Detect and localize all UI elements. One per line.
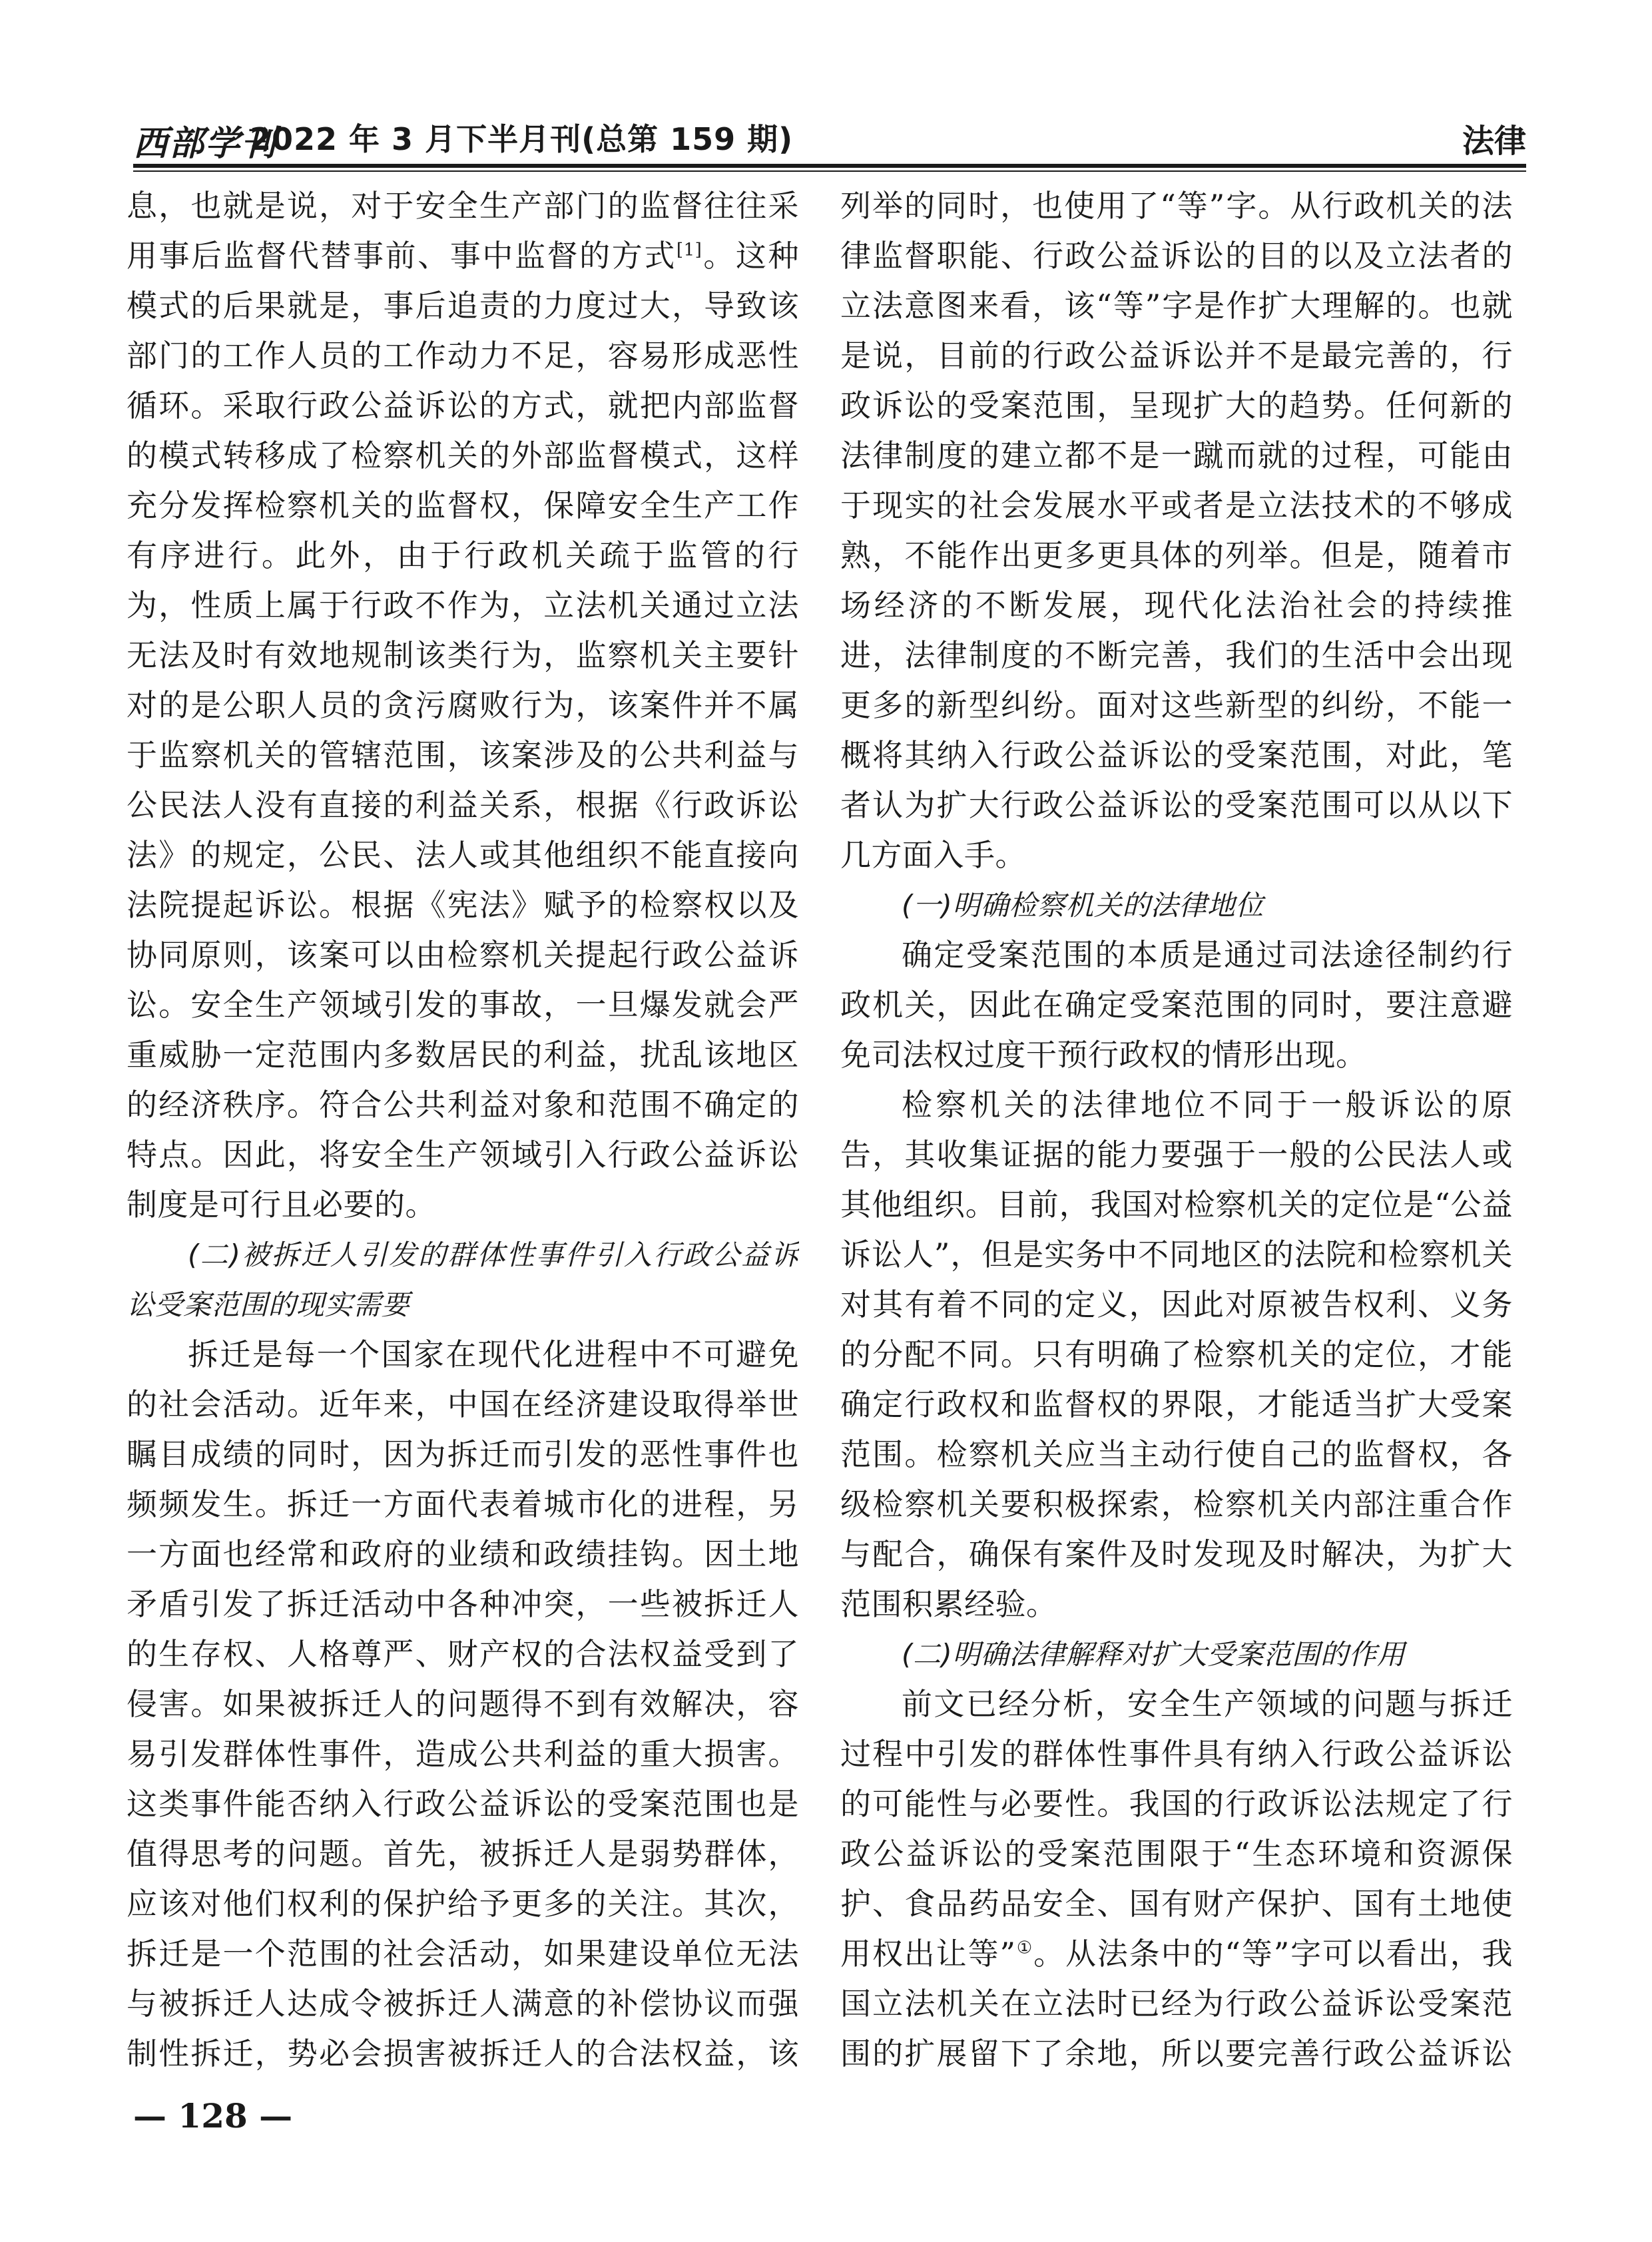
paragraph-text: 息，也就是说，对于安全生产部门的监督往往采用事后监督代替事前、事中监督的方式 — [127, 188, 799, 274]
subheading: (一)明确检察机关的法律地位 — [902, 889, 1264, 922]
section-label: 法律 — [1462, 123, 1526, 160]
paragraph: 列举的同时，也使用了“等”字。从行政机关的法律监督职能、行政公益诉讼的目的以及立法者的立法意图来看，该“等”字是作扩大理解的。也就是说，目前的行政公益诉讼并不是最完善的，行政诉讼的受案范围，呈现扩大的趋势。任何新的法律制度的建立都不是一蹴而就的过程，可能由于现实的社会发展水平或者是立法技术的不够成熟，不能作出更多更具体的列举。但是，随着市场经济的不断发展，现代化法治社会的持续推进，法律制度的不断完善，我们的生活中会出现更多的新型纠纷。面对这些新型的纠纷，不能一概将其纳入行政公益诉讼的受案范围，对此，笔者认为扩大行政公益诉讼的受案范围可以从以下几方面入手。 — [840, 188, 1513, 873]
paragraph: 拆迁是每一个国家在现代化进程中不可避免的社会活动。近年来，中国在经济建设取得举世瞩目成绩的同时，因为拆迁而引发的恶性事件也频频发生。拆迁一方面代表着城市化的进程，另一方面也经常和政府的业绩和政绩挂钩。因土地矛盾引发了拆迁活动中各种冲突，一些被拆迁人的生存权、人格尊严、财产权的合法权益受到了侵害。如果被拆迁人的问题得不到有效解决，容易引发群体性事件，造成公共利益的重大损害。这类事件能否纳入行政公益诉讼的受案范围也是值得思考的问题。首先，被拆迁人是弱势群体，应该对他们权利的保护给予更多的关注。其次，拆迁是一个范围的社会活动，如果建设单位无法与被拆迁人达成令被拆迁人满意的补偿协议而强制性拆迁，势必会损害被拆迁人的合法权益，该 — [127, 1336, 799, 2072]
right-column — [840, 181, 1513, 2086]
header-rule — [133, 164, 1526, 168]
subheading: (二)被拆迁人引发的群体性事件引入行政公益诉讼受案范围的现实需要 — [127, 1239, 799, 1321]
paragraph: 检察机关的法律地位不同于一般诉讼的原告，其收集证据的能力要强于一般的公民法人或其他组织。目前，我国对检察机关的定位是“公益诉讼人”，但是实务中不同地区的法院和检察机关对其有着不同的定义，因此对原被告权利、义务的分配不同。只有明确了检察机关的定位，才能确定行政权和监督权的界限，才能适当扩大受案范围。检察机关应当主动行使自己的监督权，各级检察机关要积极探索，检察机关内部注重合作与配合，确保有案件及时发现及时解决，为扩大范围积累经验。 — [840, 1087, 1513, 1622]
left-column — [127, 181, 799, 2086]
paragraph-text: 。这种模式的后果就是，事后追责的力度过大，导致该部门的工作人员的工作动力不足，容易形成恶性循环。采取行政公益诉讼的方式，就把内部监督的模式转移成了检察机关的外部监督模式，这样充分发挥检察机关的监督权，保障安全生产工作有序进行。此外，由于行政机关疏于监管的行为，性质上属于行政不作为，立法机关通过立法无法及时有效地规制该类行为，监察机关主要针对的是公职人员的贪污腐败行为，该案件并不属于监察机关的管辖范围，该案涉及的公共利益与公民法人没有直接的利益关系，根据《行政诉讼法》的规定，公民、法人或其他组织不能直接向法院提起诉讼。根据《宪法》赋予的检察权以及协同原则，该案可以由检察机关提起行政公益诉讼。安全生产领域引发的事故，一旦爆发就会严重威胁一定范围内多数居民的利益，扰乱该地区的经济秩序。符合公共利益对象和范围不确定的特点。因此，将安全生产领域引入行政公益诉讼制度是可行且必要的。 — [127, 238, 799, 1223]
citation-ref: [1] — [676, 240, 702, 260]
subheading: (二)明确法律解释对扩大受案范围的作用 — [902, 1638, 1406, 1671]
header-rule-thin — [133, 170, 1526, 172]
running-header — [133, 110, 1526, 162]
journal-logo: 西部学刊 — [133, 123, 278, 164]
paragraph — [840, 1679, 1513, 2086]
paragraph — [127, 181, 799, 1230]
footnote-ref: ① — [1015, 1938, 1034, 1958]
paragraph-text: 。从法条中的“等”字可以看出，我国立法机关在立法时已经为行政公益诉讼受案范围的扩展留下了余地，所以要完善行政公益诉讼 — [840, 1936, 1513, 2072]
page-number: — 128 — — [133, 2096, 293, 2135]
paragraph: 确定受案范围的本质是通过司法途径制约行政机关，因此在确定受案范围的同时，要注意避免司法权过度干预行政权的情形出现。 — [840, 937, 1513, 1073]
paragraph-text: 前文已经分析，安全生产领域的问题与拆迁过程中引发的群体性事件具有纳入行政公益诉讼的可能性与必要性。我国的行政诉讼法规定了行政公益诉讼的受案范围限于“生态环境和资源保护、食品药品安全、国有财产保护、国有土地使用权出让等” — [840, 1686, 1513, 1972]
issue-info: 2022 年 3 月下半月刊(总第 159 期) — [250, 121, 794, 157]
